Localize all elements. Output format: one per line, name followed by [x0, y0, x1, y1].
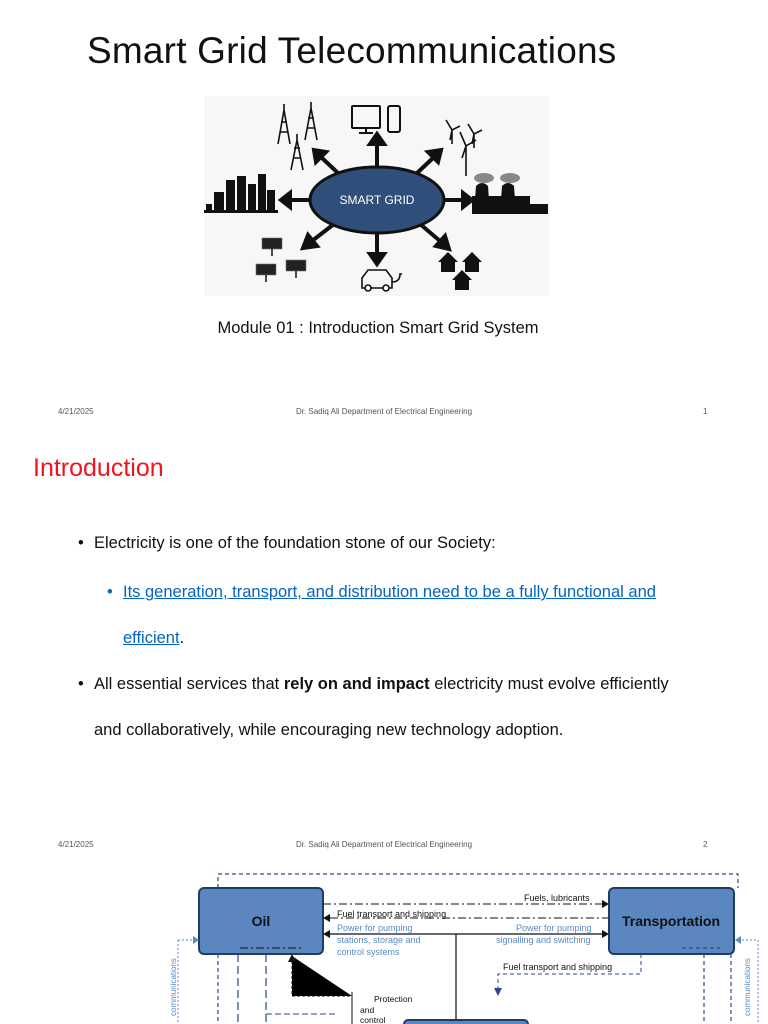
bullet-dot: • [78, 675, 84, 693]
communications-label-left: communications [169, 958, 178, 1016]
protection-line3: control [360, 1015, 386, 1024]
energy-interdependency-diagram [0, 864, 768, 1024]
bullet-text: electricity must evolve efficiently [434, 675, 669, 693]
communications-label-right: communications [743, 958, 752, 1016]
fuel-transport-label: Fuel transport and shipping [337, 909, 447, 919]
efficient-link[interactable]: efficient [123, 629, 180, 647]
bullet-text: All essential services that [94, 675, 280, 693]
footer-date: 4/21/2025 [58, 840, 94, 849]
power-pumping-line2: stations, storage and [337, 935, 421, 945]
module-subtitle: Module 01 : Introduction Smart Grid System [217, 319, 539, 337]
slide-1 [0, 0, 768, 430]
slide-title: Introduction [33, 454, 164, 482]
slide-3 [0, 864, 768, 1024]
protection-line2: and [360, 1005, 375, 1015]
smart-grid-figure [204, 96, 550, 296]
footer-page-number: 1 [703, 407, 708, 416]
bullet-list [78, 520, 728, 753]
bullet-text: and collaboratively, while encouraging new technology adoption. [94, 721, 564, 739]
bottom-box [404, 1020, 528, 1024]
power-pumping-right1: Power for pumping [516, 923, 592, 933]
slide-2 [0, 432, 768, 862]
power-pumping-line3: control systems [337, 947, 400, 957]
transportation-label: Transportation [621, 913, 721, 929]
bullet-dot: • [107, 583, 113, 601]
fuel-transport-label-2: Fuel transport and shipping [503, 962, 613, 972]
footer-author: Dr. Sadiq Ali Department of Electrical Engineering [295, 407, 473, 416]
power-pumping-line1: Power for pumping [337, 923, 413, 933]
slide-title: Smart Grid Telecommunications [87, 30, 617, 71]
footer-page-number: 2 [703, 840, 708, 849]
bullet-dot: • [78, 534, 84, 552]
footer-author: Dr. Sadiq Ali Department of Electrical Engineering [295, 840, 473, 849]
smart-grid-label: SMART GRID [339, 193, 415, 207]
power-pumping-right2: signalling and switching [496, 935, 591, 945]
sub-bullet-item [78, 569, 728, 661]
protection-line1: Protection [374, 994, 413, 1004]
bullet-item [78, 661, 728, 753]
sub-bullet-tail: . [179, 629, 185, 647]
oil-label: Oil [251, 913, 271, 929]
bullet-bold-text: rely on and impact [283, 675, 430, 693]
generation-link[interactable]: Its generation, transport, and distribution need to be a fully functional and [123, 583, 656, 601]
footer-date: 4/21/2025 [58, 407, 94, 416]
bullet-text: Electricity is one of the foundation stone of our Society: [94, 534, 496, 552]
bullet-item [78, 520, 728, 566]
fuels-label: Fuels, lubricants [524, 893, 590, 903]
